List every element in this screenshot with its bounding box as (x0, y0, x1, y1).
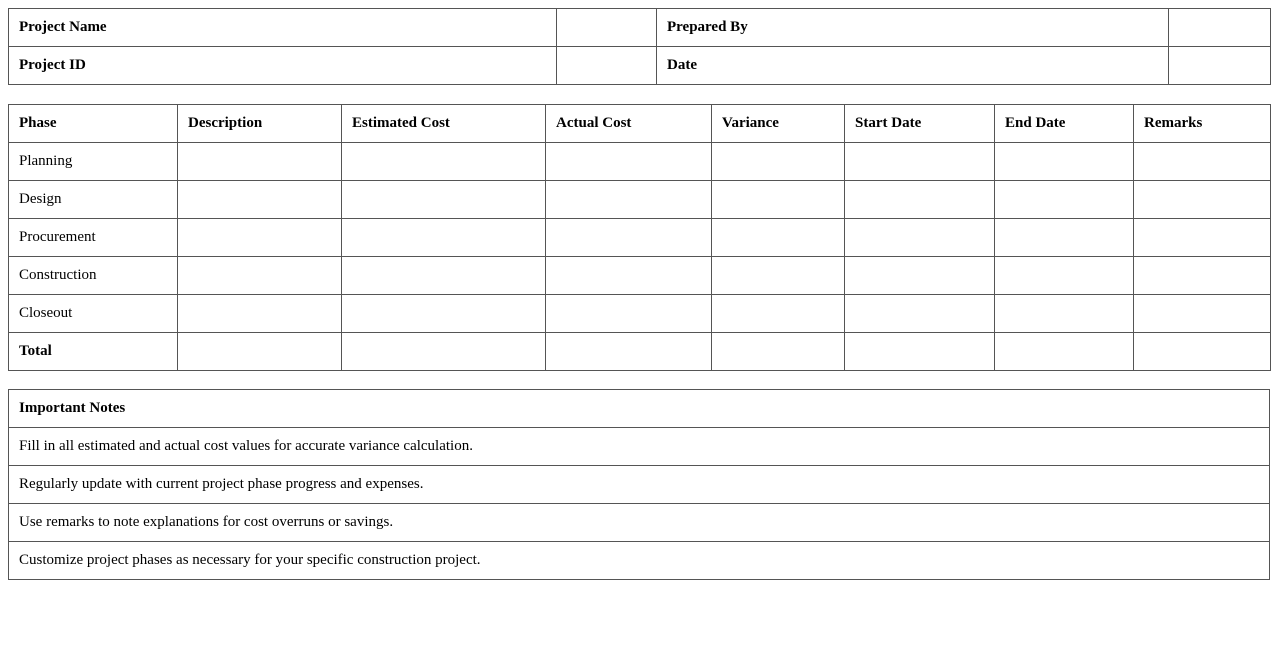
total-label: Total (9, 333, 178, 371)
date-label: Date (657, 47, 1169, 85)
table-row (9, 257, 1271, 295)
estimated-cost-cell[interactable] (342, 143, 546, 181)
estimated-cost-cell[interactable] (342, 181, 546, 219)
important-notes-table (8, 389, 1270, 580)
remarks-cell[interactable] (1134, 219, 1271, 257)
notes-title-row (9, 390, 1270, 428)
project-info-row (9, 9, 1271, 47)
column-header-actual-cost: Actual Cost (546, 105, 712, 143)
column-header-end-date: End Date (995, 105, 1134, 143)
list-item (9, 504, 1270, 542)
end-date-cell[interactable] (995, 181, 1134, 219)
end-date-cell[interactable] (995, 143, 1134, 181)
note-text: Fill in all estimated and actual cost values for accurate variance calculation. (9, 428, 1270, 466)
variance-cell[interactable] (712, 181, 845, 219)
description-cell[interactable] (178, 143, 342, 181)
project-name-field[interactable] (557, 9, 657, 47)
start-date-cell[interactable] (845, 181, 995, 219)
list-item (9, 542, 1270, 580)
phase-name-cell: Construction (9, 257, 178, 295)
remarks-cell[interactable] (1134, 143, 1271, 181)
note-text: Use remarks to note explanations for cost overruns or savings. (9, 504, 1270, 542)
description-cell[interactable] (178, 181, 342, 219)
description-cell[interactable] (178, 219, 342, 257)
project-name-label: Project Name (9, 9, 557, 47)
start-date-cell[interactable] (845, 257, 995, 295)
description-cell[interactable] (178, 295, 342, 333)
table-row (9, 181, 1271, 219)
table-header-row (9, 105, 1271, 143)
description-cell[interactable] (178, 257, 342, 295)
notes-title: Important Notes (9, 390, 1270, 428)
end-date-cell[interactable] (995, 295, 1134, 333)
table-row (9, 143, 1271, 181)
list-item (9, 428, 1270, 466)
cost-breakdown-table (8, 104, 1271, 371)
total-start-date-cell[interactable] (845, 333, 995, 371)
actual-cost-cell[interactable] (546, 257, 712, 295)
project-info-table (8, 8, 1271, 85)
start-date-cell[interactable] (845, 143, 995, 181)
prepared-by-label: Prepared By (657, 9, 1169, 47)
list-item (9, 466, 1270, 504)
total-row (9, 333, 1271, 371)
table-row (9, 219, 1271, 257)
start-date-cell[interactable] (845, 295, 995, 333)
variance-cell[interactable] (712, 295, 845, 333)
note-text: Regularly update with current project phase progress and expenses. (9, 466, 1270, 504)
variance-cell[interactable] (712, 257, 845, 295)
actual-cost-cell[interactable] (546, 143, 712, 181)
column-header-estimated-cost: Estimated Cost (342, 105, 546, 143)
actual-cost-cell[interactable] (546, 219, 712, 257)
column-header-phase: Phase (9, 105, 178, 143)
total-remarks-cell[interactable] (1134, 333, 1271, 371)
total-estimated-cost-cell[interactable] (342, 333, 546, 371)
table-row (9, 295, 1271, 333)
prepared-by-field[interactable] (1169, 9, 1271, 47)
total-actual-cost-cell[interactable] (546, 333, 712, 371)
start-date-cell[interactable] (845, 219, 995, 257)
estimated-cost-cell[interactable] (342, 257, 546, 295)
column-header-start-date: Start Date (845, 105, 995, 143)
phase-name-cell: Procurement (9, 219, 178, 257)
total-variance-cell[interactable] (712, 333, 845, 371)
estimated-cost-cell[interactable] (342, 295, 546, 333)
project-id-field[interactable] (557, 47, 657, 85)
project-id-label: Project ID (9, 47, 557, 85)
end-date-cell[interactable] (995, 219, 1134, 257)
total-end-date-cell[interactable] (995, 333, 1134, 371)
remarks-cell[interactable] (1134, 181, 1271, 219)
total-description-cell[interactable] (178, 333, 342, 371)
phase-name-cell: Closeout (9, 295, 178, 333)
variance-cell[interactable] (712, 219, 845, 257)
variance-cell[interactable] (712, 143, 845, 181)
remarks-cell[interactable] (1134, 295, 1271, 333)
date-field[interactable] (1169, 47, 1271, 85)
actual-cost-cell[interactable] (546, 181, 712, 219)
document-body (8, 8, 1270, 580)
actual-cost-cell[interactable] (546, 295, 712, 333)
column-header-remarks: Remarks (1134, 105, 1271, 143)
end-date-cell[interactable] (995, 257, 1134, 295)
project-info-row (9, 47, 1271, 85)
column-header-description: Description (178, 105, 342, 143)
note-text: Customize project phases as necessary for your specific construction project. (9, 542, 1270, 580)
remarks-cell[interactable] (1134, 257, 1271, 295)
phase-name-cell: Planning (9, 143, 178, 181)
estimated-cost-cell[interactable] (342, 219, 546, 257)
phase-name-cell: Design (9, 181, 178, 219)
column-header-variance: Variance (712, 105, 845, 143)
